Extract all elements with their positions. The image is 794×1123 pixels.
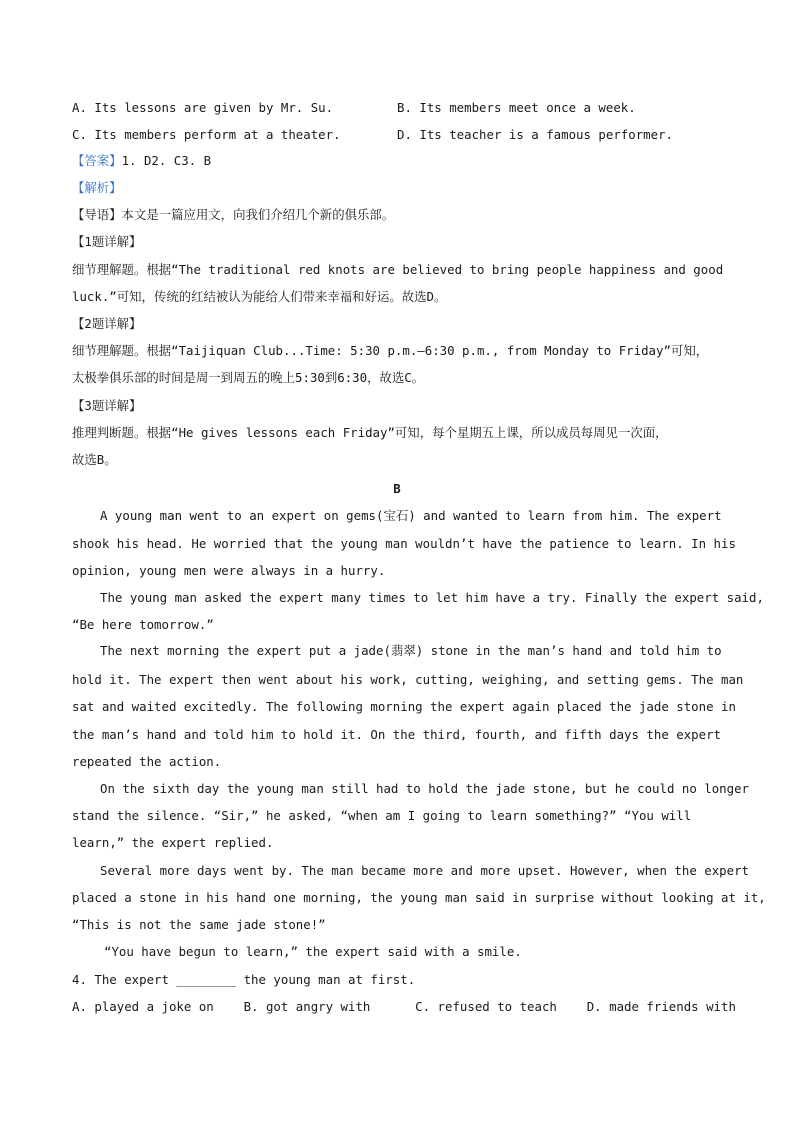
passage-line: The next morning the expert put a jade(翡翠) stone in the man’s hand and told him to	[100, 643, 722, 658]
q1-line1: 细节理解题。根据“The traditional red knots are believed to bring people happiness and good	[72, 262, 724, 277]
passage-line: “Be here tomorrow.”	[72, 617, 214, 632]
answer-label: 【答案】	[72, 153, 122, 168]
q3-line1: 推理判断题。根据“He gives lessons each Friday”可知，每个星期五上课，所以成员每周见一次面，	[72, 425, 668, 440]
passage-line: repeated the action.	[72, 754, 222, 769]
passage-line: the man’s hand and told him to hold it. On the third, fourth, and fifth days the expert	[72, 727, 722, 742]
option-c: C. Its members perform at a theater.	[72, 127, 341, 142]
passage-line: Several more days went by. The man became more and more upset. However, when the expert	[100, 863, 750, 878]
answer-line	[72, 153, 211, 169]
passage-line: sat and waited excitedly. The following morning the expert again placed the jade stone in	[72, 699, 736, 714]
passage-line: hold it. The expert then went about his work, cutting, weighing, and setting gems. The man	[72, 672, 744, 687]
q2-line2: 太极拳俱乐部的时间是周一到周五的晚上5:30到6:30，故选C。	[72, 370, 425, 385]
answer-text: 1. D2. C3. B	[121, 153, 212, 168]
q1-line2: luck.”可知，传统的红结被认为能给人们带来幸福和好运。故选D。	[72, 289, 447, 304]
passage-line: learn,” the expert replied.	[72, 835, 274, 850]
analysis-label: 【解析】	[72, 180, 122, 195]
option-d: D. Its teacher is a famous performer.	[397, 127, 674, 142]
passage-line: A young man went to an expert on gems(宝石) and wanted to learn from him. The expert	[100, 508, 722, 523]
passage-line: “This is not the same jade stone!”	[72, 917, 326, 932]
q4-options: A. played a joke on B. got angry with C. refused to teach D. made friends with	[72, 999, 736, 1014]
passage-line: shook his head. He worried that the young man wouldn’t have the patience to learn. In his	[72, 536, 736, 551]
passage-line: stand the silence. “Sir,” he asked, “when am I going to learn something?” “You will	[72, 808, 692, 823]
section-title: B	[393, 481, 401, 496]
guide-line: 【导语】本文是一篇应用文，向我们介绍几个新的俱乐部。	[72, 207, 395, 222]
passage-line: opinion, young men were always in a hurry.	[72, 563, 386, 578]
passage-line: The young man asked the expert many times to let him have a try. Finally the expert said,	[100, 590, 764, 605]
q3-title: 【3题详解】	[72, 398, 142, 413]
option-b: B. Its members meet once a week.	[397, 100, 636, 115]
passage-line: “You have begun to learn,” the expert said with a smile.	[104, 944, 522, 959]
q2-line1: 细节理解题。根据“Taijiquan Club...Time: 5:30 p.m.—6:30 p.m., from Monday to Friday”可知，	[72, 343, 709, 358]
q2-title: 【2题详解】	[72, 316, 142, 331]
q4-stem: 4. The expert ________ the young man at first.	[72, 972, 416, 987]
q1-title: 【1题详解】	[72, 234, 142, 249]
q3-line2: 故选B。	[72, 452, 117, 467]
passage-line: placed a stone in his hand one morning, the young man said in surprise without looking at it,	[72, 890, 766, 905]
option-a: A. Its lessons are given by Mr. Su.	[72, 100, 334, 115]
passage-line: On the sixth day the young man still had to hold the jade stone, but he could no longer	[100, 781, 750, 796]
